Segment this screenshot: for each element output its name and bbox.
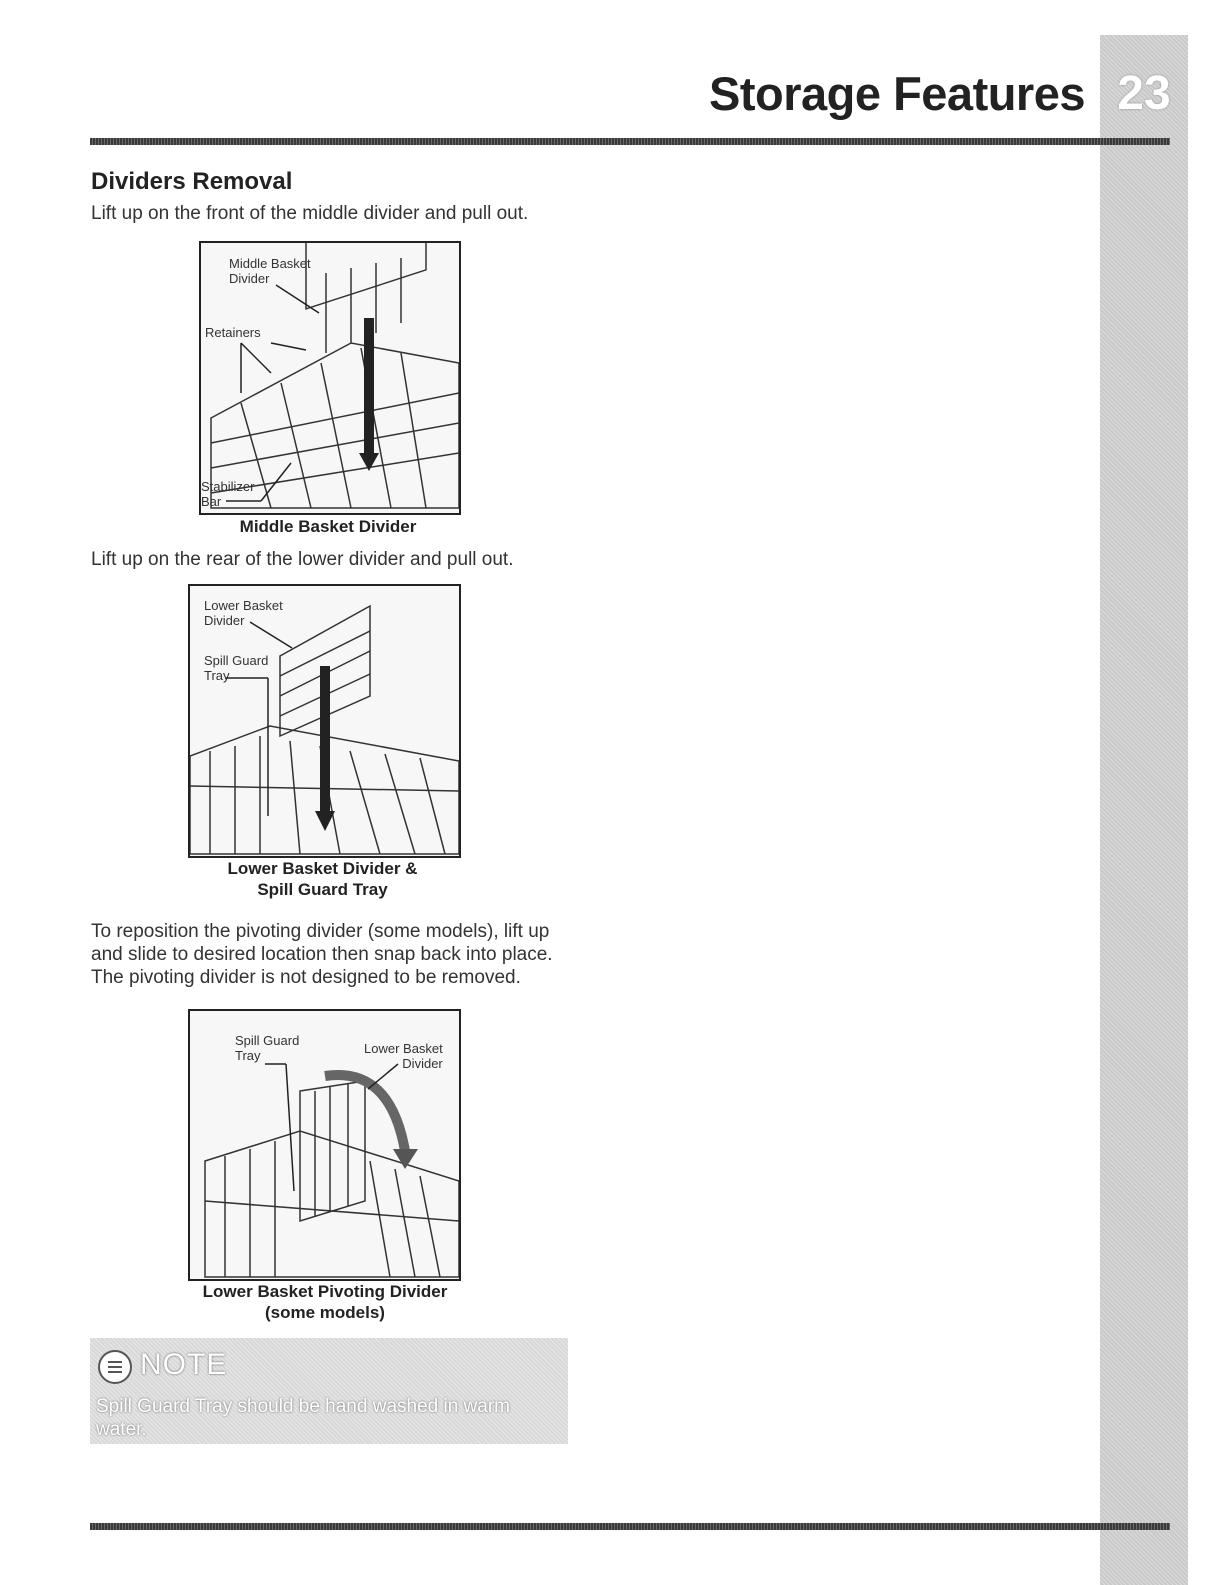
callout-spill-guard-tray-pivot: Spill Guard Tray	[235, 1033, 300, 1063]
page-title: Storage Features	[709, 67, 1085, 120]
figure-caption-3: Lower Basket Pivoting Divider (some models)	[202, 1282, 448, 1322]
section-heading: Dividers Removal	[91, 168, 293, 195]
instruction-text-2: Lift up on the rear of the lower divider and pull out.	[91, 549, 514, 570]
middle-basket-divider-figure	[199, 241, 461, 515]
page-number: 23	[1117, 67, 1171, 120]
note-text: Spill Guard Tray should be hand washed in warm water.	[96, 1396, 511, 1440]
callout-lower-basket-divider: Lower Basket Divider	[204, 598, 283, 628]
lower-basket-divider-figure	[188, 584, 461, 858]
callout-middle-basket-divider: Middle Basket Divider	[229, 256, 311, 286]
note-icon	[98, 1350, 132, 1384]
figure-caption-1: Middle Basket Divider	[239, 517, 417, 536]
callout-spill-guard-tray: Spill Guard Tray	[204, 653, 269, 683]
instruction-text-3: To reposition the pivoting divider (some models), lift up and slide to desired location then snap back into place. The pivoting divider is not designed to be removed.	[91, 921, 553, 988]
instruction-text-1: Lift up on the front of the middle divider and pull out.	[91, 203, 529, 224]
callout-lower-basket-divider-pivot: Lower Basket Divider	[364, 1041, 443, 1071]
callout-stabilizer-bar: Stabilizer Bar	[201, 479, 255, 509]
note-box	[90, 1338, 568, 1444]
note-label: NOTE	[140, 1348, 228, 1381]
lower-basket-pivoting-divider-figure	[188, 1009, 461, 1281]
figure-caption-2: Lower Basket Divider & Spill Guard Tray	[227, 859, 418, 899]
bottom-rule	[90, 1523, 1170, 1530]
top-rule	[90, 138, 1170, 145]
callout-retainers: Retainers	[205, 325, 261, 340]
right-margin-band	[1100, 35, 1188, 1585]
